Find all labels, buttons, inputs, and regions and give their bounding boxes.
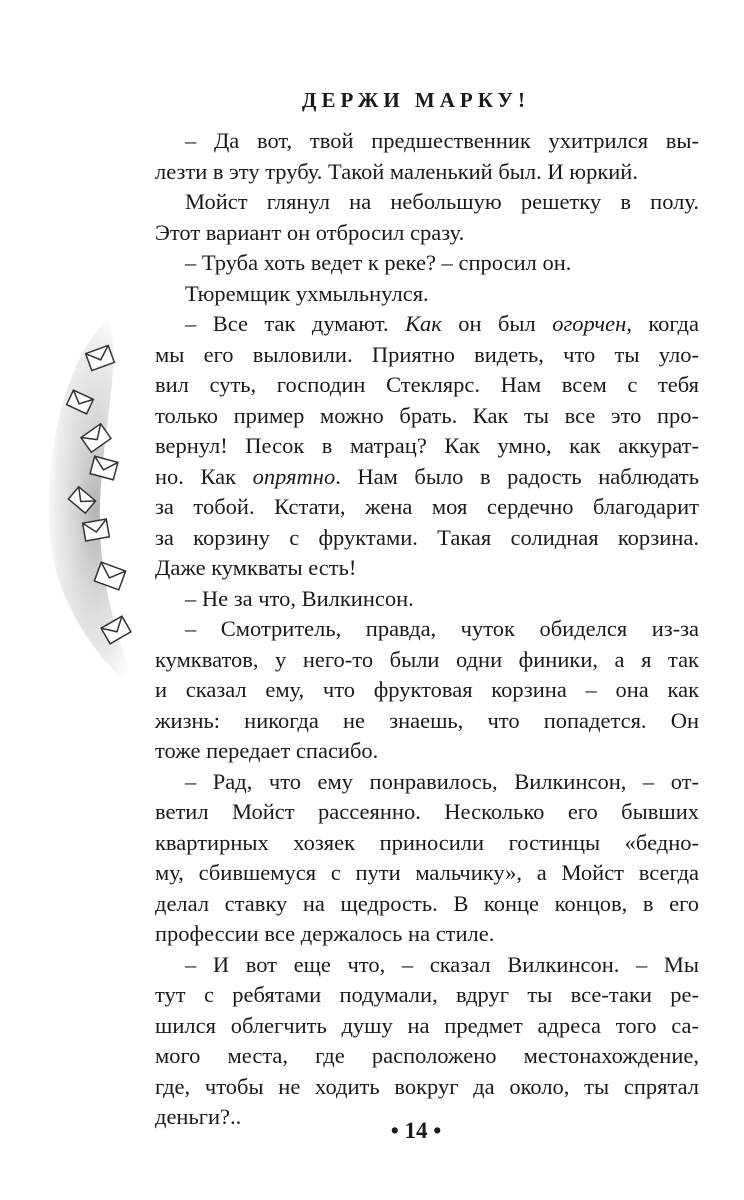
text-line: шился облегчить душу на предмет адреса того са-	[155, 1012, 699, 1038]
text-line: мого места, где расположено местонахождение,	[155, 1043, 699, 1068]
text-line: – И вот еще что, – сказал Вилкинсон. – Мы	[185, 951, 699, 977]
text-line: вернул! Песок в матрац? Как умно, как аккурат-	[155, 433, 699, 458]
text-line: вил суть, господин Стеклярс. Нам всем с тебя	[155, 372, 699, 397]
text-line: лезти в эту трубу. Такой маленький был. И юркий.	[155, 158, 638, 184]
text-line: – Рад, что ему понравилось, Вилкинсон, – от-	[185, 768, 699, 794]
text-line: но. Как опрятно. Нам было в радость наблюдать	[155, 463, 699, 489]
text-line: – Все так думают. Как он был огорчен, когда	[185, 311, 699, 336]
text-line: кумкватов, у него-то были одни финики, а я так	[155, 646, 699, 672]
text-line: ветил Мойст рассеянно. Несколько его бывших	[155, 799, 699, 824]
text-line: Даже кумкваты есть!	[155, 555, 357, 580]
text-line: – Не за что, Вилкинсон.	[185, 585, 414, 611]
text-line: Этот вариант он отбросил сразу.	[155, 219, 465, 245]
page-number: • 14 •	[390, 1118, 442, 1143]
text-line: только пример можно брать. Как ты все это про-	[155, 402, 699, 428]
text-line: Тюремщик ухмыльнулся.	[185, 280, 429, 306]
text-line: тут с ребятами подумали, вдруг ты все-таки ре-	[155, 982, 699, 1007]
running-header: ДЕРЖИ МАРКУ!	[302, 88, 530, 112]
text-line: мы его выловили. Приятно видеть, что ты уло-	[155, 341, 699, 367]
text-line: делал ставку на щедрость. В конце концов, в его	[155, 890, 699, 916]
text-line: квартирных хозяек приносили гостинцы «бедно-	[155, 829, 699, 855]
text-line: – Смотритель, правда, чуток обиделся из-за	[185, 616, 699, 641]
text-line: за тобой. Кстати, жена моя сердечно благодарит	[155, 494, 699, 519]
text-line: за корзину с фруктами. Такая солидная корзина.	[155, 524, 699, 550]
text-line: профессии все держалось на стиле.	[155, 921, 495, 946]
text-line: му, сбившемуся с пути мальчику», а Мойст всегда	[155, 860, 699, 885]
text-line: где, чтобы не ходить вокруг да около, ты спрятал	[155, 1073, 699, 1099]
text-line: жизнь: никогда не знаешь, что попадется. Он	[155, 707, 699, 733]
text-line: Мойст глянул на небольшую решетку в полу.	[185, 189, 699, 214]
body-text	[155, 126, 699, 1133]
text-line: – Труба хоть ведет к реке? – спросил он.	[185, 250, 572, 275]
text-line: тоже передает спасибо.	[155, 738, 379, 763]
text-line: деньги?..	[155, 1104, 242, 1129]
text-line: – Да вот, твой предшественник ухитрился вы-	[185, 128, 699, 153]
text-line: и сказал ему, что фруктовая корзина – она как	[155, 677, 699, 702]
envelopes-illustration-icon	[38, 318, 148, 698]
